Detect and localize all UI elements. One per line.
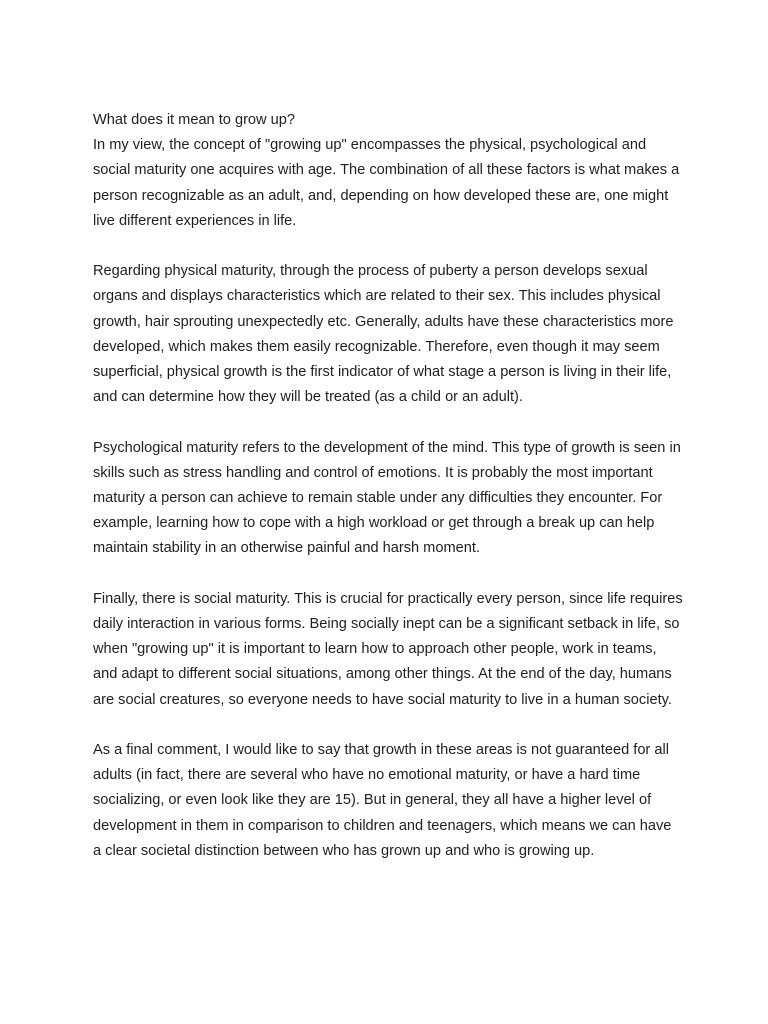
paragraph-psychological-maturity: Psychological maturity refers to the development of the mind. This type of growth is seen in skills such as stress handling and control of emotions. It is probably the most important maturity a person can achieve to remain stable under any difficulties they encounter. For example, learning how to cope with a high workload or get through a break up can help maintain stability in an otherwise painful and harsh moment. xyxy=(93,439,681,557)
paragraph-introduction: In my view, the concept of "growing up" encompasses the physical, psychological and social maturity one acquires with age. The combination of all these factors is what makes a person recognizable as an adult, and, depending on how developed these are, one might live different experiences in life. xyxy=(93,137,680,229)
paragraph-physical-maturity: Regarding physical maturity, through the process of puberty a person develops sexual organs and displays characteristics which are related to their sex. This includes physical growth, hair sprouting unexpectedly etc. Generally, adults have these characteristics more developed, which makes them easily recognizable. Therefore, even though it may seem superficial, physical growth is the first indicator of what stage a person is living in their life, and can determine how they will be treated (as a child or an adult). xyxy=(93,263,674,406)
document-title: What does it mean to grow up? xyxy=(93,112,295,128)
document-page xyxy=(93,108,683,889)
paragraph-social-maturity: Finally, there is social maturity. This is crucial for practically every person, since life requires daily interaction in various forms. Being socially inept can be a significant setback in life, so when "growing up" it is important to learn how to approach other people, work in teams, and adapt to different social situations, among other things. At the end of the day, humans are social creatures, so everyone needs to have social maturity to live in a human society. xyxy=(93,590,683,708)
paragraph-final-comment: As a final comment, I would like to say that growth in these areas is not guaranteed for all adults (in fact, there are several who have no emotional maturity, or have a hard time socializing, or even look like they are 15). But in general, they all have a higher level of development in them in comparison to children and teenagers, which means we can have a clear societal distinction between who has grown up and who is growing up. xyxy=(93,742,672,859)
